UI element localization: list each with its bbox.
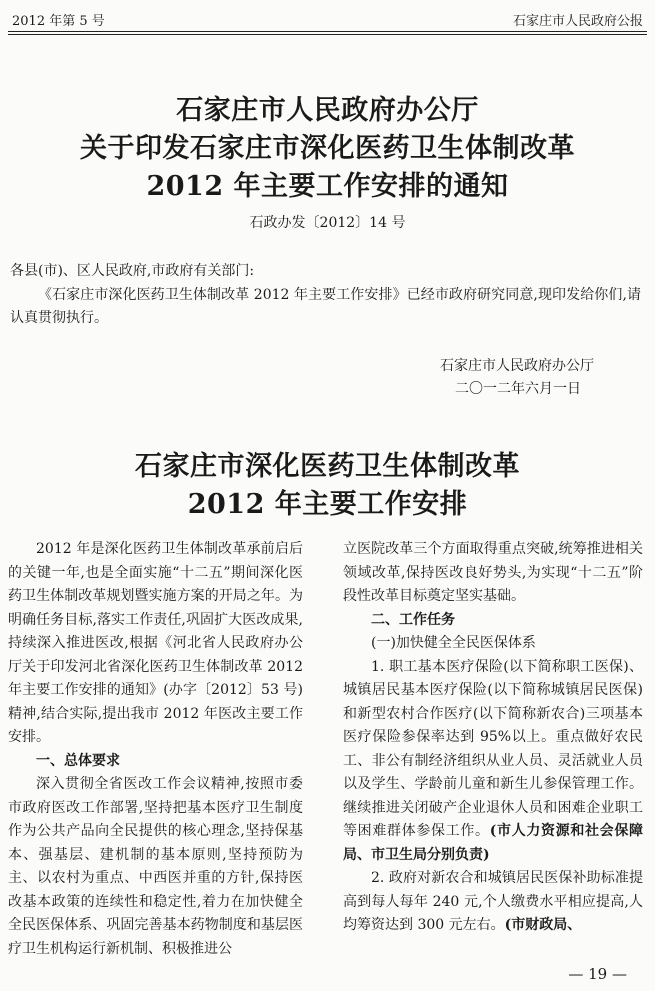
header-rule-top xyxy=(8,31,647,32)
task-item-2-text: 2. 政府对新农合和城镇居民医保补助标准提高到每人每年 240 元,个人缴费水平相应提高,人均筹资达到 300 元左右。 xyxy=(343,870,643,933)
notice-title xyxy=(0,92,655,206)
salutation: 各县(市)、区人民政府,市政府有关部门: xyxy=(10,263,255,279)
section-heading-work-tasks: 二、工作任务 xyxy=(371,611,455,628)
header-rule-bottom xyxy=(8,34,647,35)
right-column xyxy=(343,538,643,938)
notice-title-line-3: 2012 年主要工作安排的通知 xyxy=(146,171,509,202)
arrangement-title xyxy=(0,448,655,524)
notice-body: 《石家庄市深化医药卫生体制改革 2012 年主要工作安排》已经市政府研究同意,现印发给你们,请认真贯彻执行。 xyxy=(10,287,641,326)
notice-title-line-1: 石家庄市人民政府办公厅 xyxy=(176,95,479,126)
signature-organization: 石家庄市人民政府办公厅 xyxy=(440,358,594,374)
signature-date: 二〇一二年六月一日 xyxy=(455,381,581,397)
arrangement-title-line-1: 石家庄市深化医药卫生体制改革 xyxy=(135,451,520,482)
document-number: 石政办发〔2012〕14 号 xyxy=(249,215,406,231)
notice-title-line-2: 关于印发石家庄市深化医药卫生体制改革 xyxy=(80,133,575,164)
task-item-1 xyxy=(343,656,643,868)
arrangement-title-line-2: 2012 年主要工作安排 xyxy=(187,489,468,520)
page-number: — 19 — xyxy=(568,965,627,983)
task-item-2-responsibility: (市财政局、 xyxy=(504,917,582,933)
issue-label: 2012 年第 5 号 xyxy=(12,14,105,29)
subsection-heading-medical-insurance: (一)加快健全全民医保体系 xyxy=(371,635,536,651)
task-item-2 xyxy=(343,867,643,938)
intro-paragraph: 2012 年是深化医药卫生体制改革承前启后的关键一年,也是全面实施“十二五”期间深化医药卫生体制改革规划暨实施方案的开局之年。为明确任务目标,落实工作责任,巩固扩大医改成果,持续深入推进医改,根据《河北省人民政府办公厅关于印发河北省深化医药卫生体制改革 2012 年主要工作安排的通知》(办字〔2012〕53 号)精神,结合实际,提出我市 2012 年医改主要工作安排。 xyxy=(8,541,303,745)
publication-name: 石家庄市人民政府公报 xyxy=(512,14,643,29)
section-heading-overall-requirements: 一、总体要求 xyxy=(36,752,120,769)
left-column xyxy=(8,538,303,961)
task-item-1-text: 1. 职工基本医疗保险(以下简称职工医保)、城镇居民基本医疗保险(以下简称城镇居民医保)和新型农村合作医疗(以下简称新农合)三项基本医疗保险参保率达到 95%以上。重点做好农民工、非公有制经济组织从业人员、灵活就业人员以及学生、学龄前儿童和新生儿参保管理工作。继续推进关闭破产企业退休人员和困难企业职工等困难群体参保工作。 xyxy=(343,658,643,839)
task-item-1-responsibility: (市人力资源和社会保障局、市卫生局分别负责) xyxy=(343,823,643,863)
overall-requirements-paragraph: 深入贯彻全省医改工作会议精神,按照市委市政府医改工作部署,坚持把基本医疗卫生制度作为公共产品向全民提供的核心理念,坚持保基本、强基层、建机制的基本原则,坚持预防为主、以农村为重点、中西医并重的方针,保持医改基本政策的连续性和稳定性,着力在加快健全全民医保体系、巩固完善基本药物制度和基层医疗卫生机构运行新机制、积极推进公 xyxy=(8,776,303,957)
running-header xyxy=(12,10,643,30)
continuation-paragraph: 立医院改革三个方面取得重点突破,统筹推进相关领域改革,保持医改良好势头,为实现“十二五”阶段性改革目标奠定坚实基础。 xyxy=(343,541,643,604)
